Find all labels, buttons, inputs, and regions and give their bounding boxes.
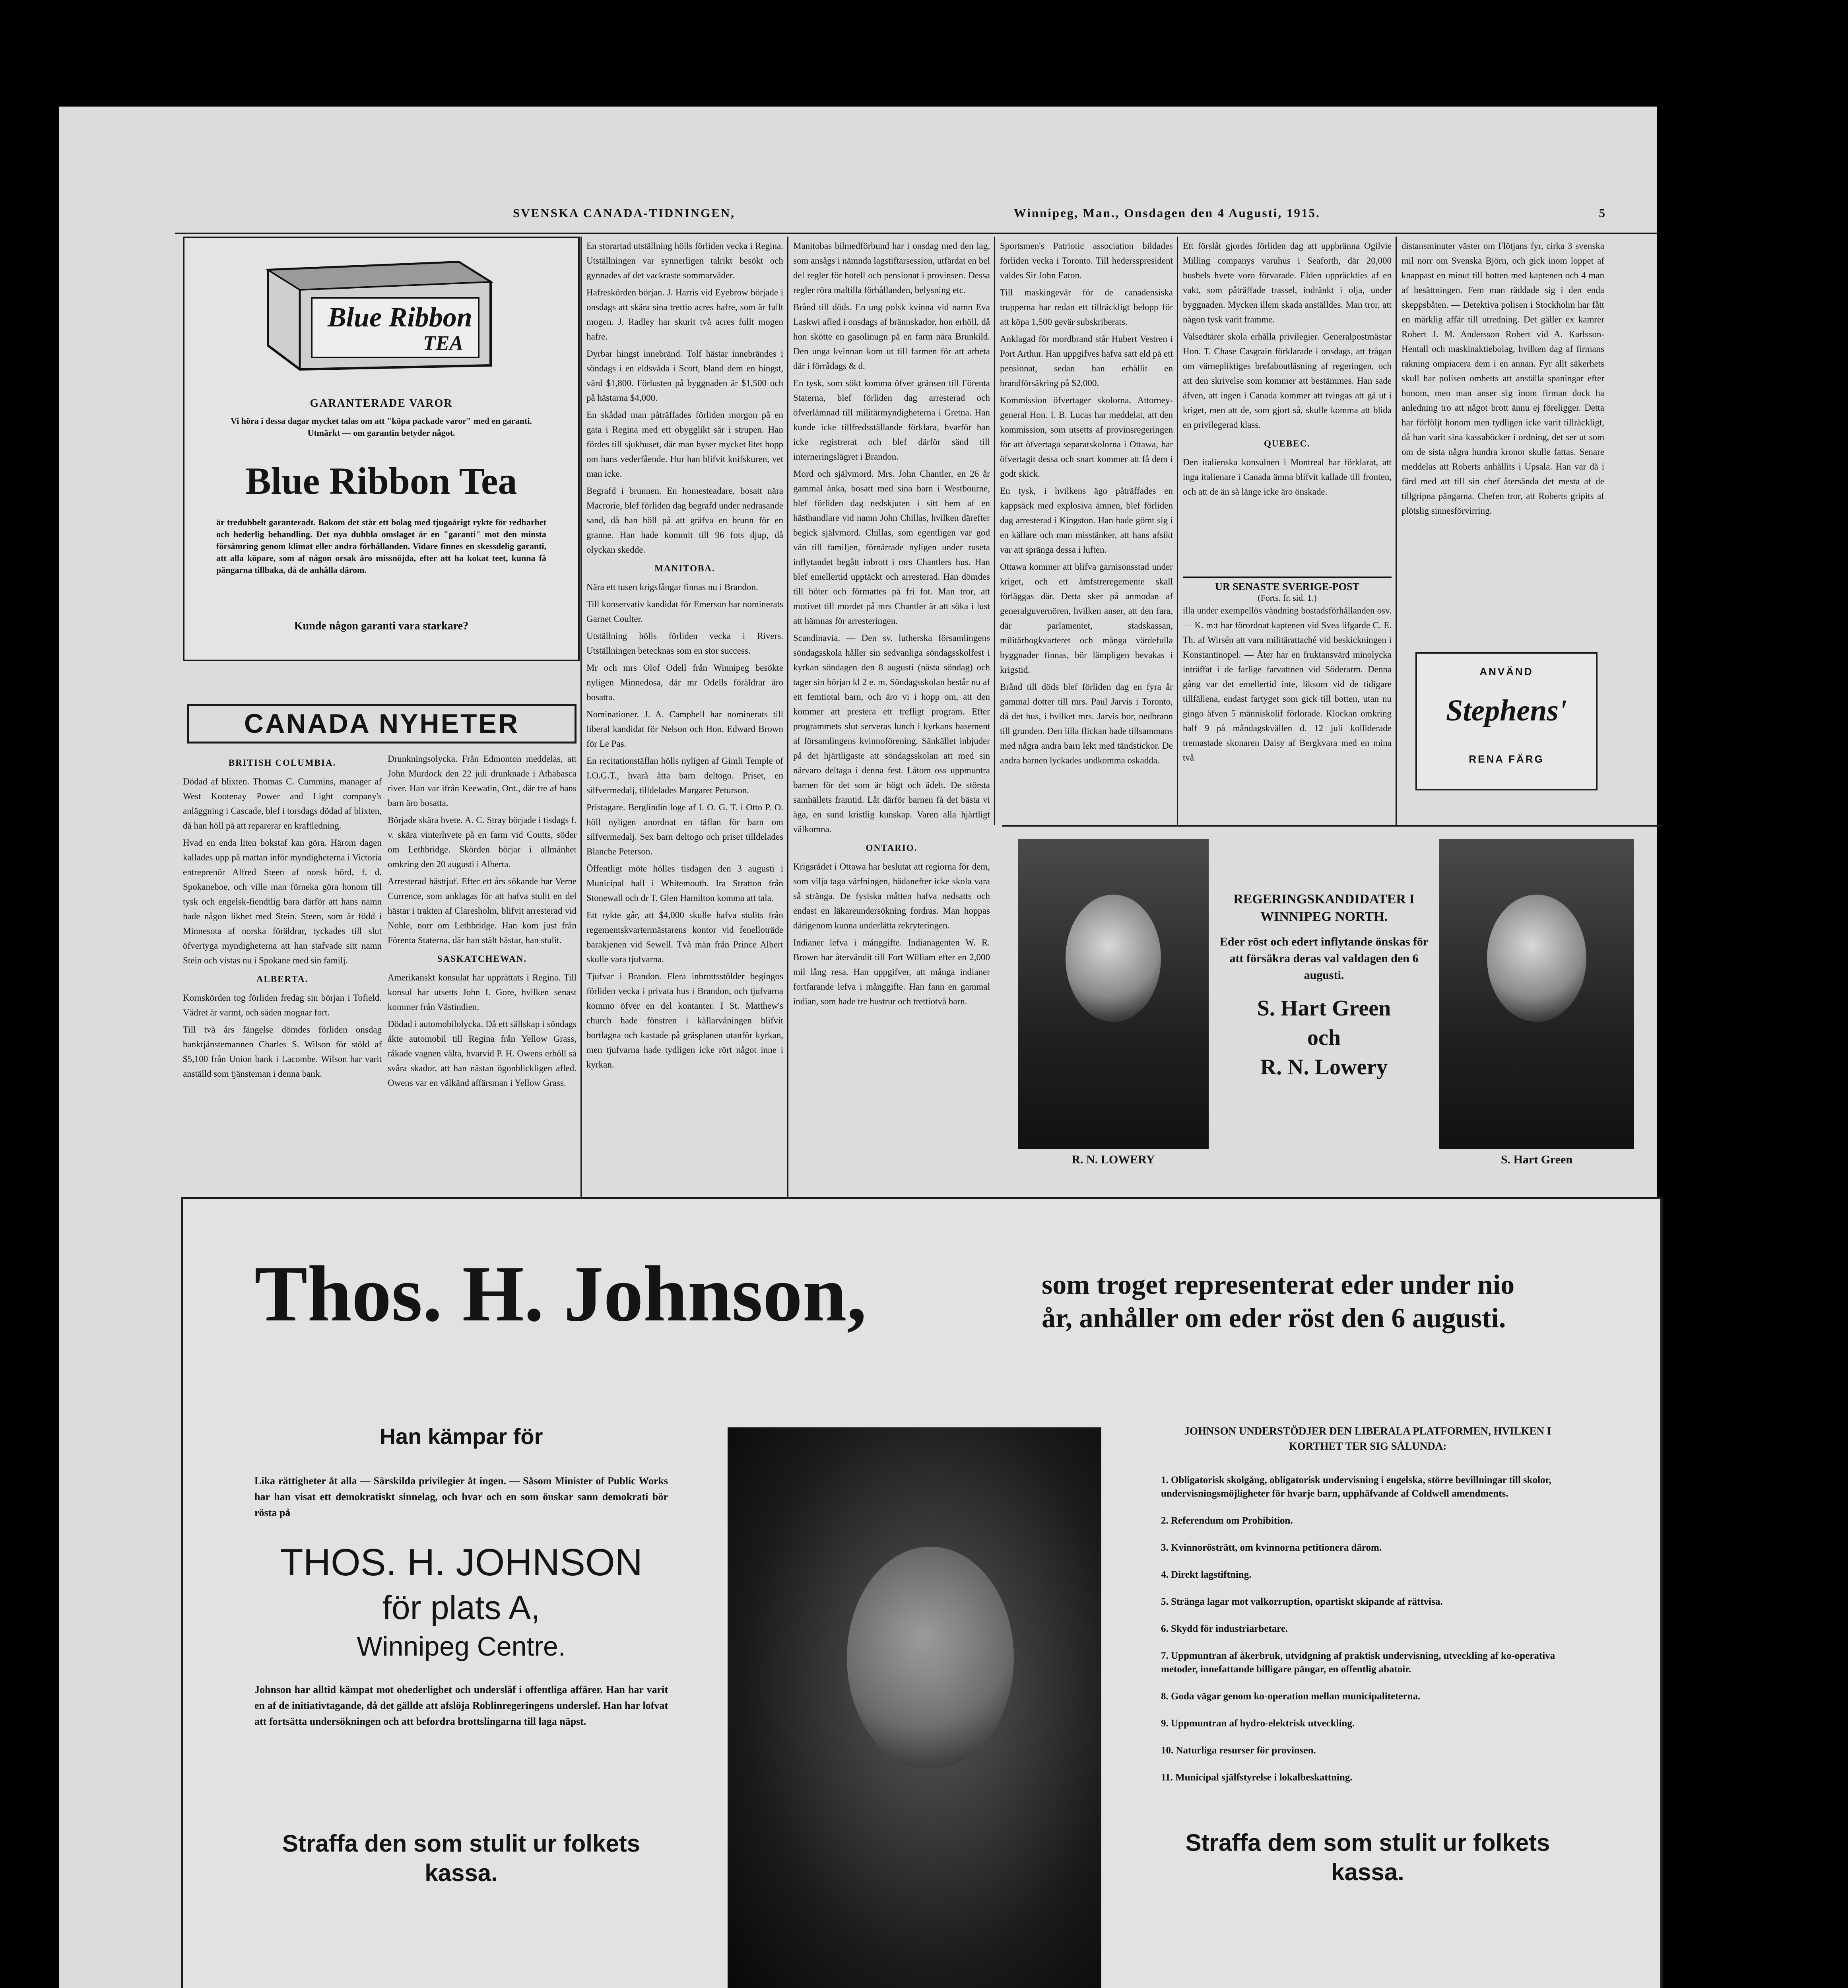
lowery-caption: R. N. LOWERY	[1072, 1153, 1155, 1166]
column-rule	[994, 237, 995, 825]
johnson-headline: Thos. H. Johnson,	[254, 1250, 867, 1338]
news-item: Pristagare. Berglindin loge af I. O. G. T. i Otto P. O. höll nyligen anordnat en täflan för barn om silfvermedalj. Sex barn deltogo och priset tilldelades Blanche Peterson.	[586, 802, 783, 856]
news-item: Drunkningsolycka. Från Edmonton meddelas, att John Murdock den 22 juli drunknade i Athabasca river. Han var ifrån Keewatin, Ont., där tre af hans barn äro bosatta.	[388, 754, 577, 808]
sverige-post-sub: (Forts. fr. sid. 1.)	[1258, 593, 1317, 603]
news-item: Till maskingevär för de canadensiska trupperna har redan ett tillräckligt belopp för att köpa 1,500 gevär subskriberats.	[1000, 287, 1173, 327]
news-item: Brånd till döds blef förliden dag en fyra år gammal dotter till mrs. Paul Jarvis i Toronto, då det hus, i hvilket mrs. Jarvis bor, nedbrann till grunden. Den lilla flickan hade tillsammans med några andra barn lekt med tändstickor. De andra barnen lyckades undkomma oskadda.	[1000, 682, 1173, 765]
news-item: Indianer lefva i månggifte. Indianagenten W. R. Brown har återvändit till Fort William efter en 2,000 mil lång resa. Han uppgifver, att många indianer fortfarande lefva i månggifte. Han fann en gammal indian, som hade tre hustrur och trettiotvå barn.	[793, 938, 990, 1006]
johnson-portrait	[728, 1427, 1101, 1988]
left-body: Johnson har alltid kämpat mot ohederlighet och undersläf i offentliga affärer. Han har varit en af de initiativtagande, då det gällde att afslöja Roblinregeringens underslef. Han har lofvat att fortsätta undersökningen och att befordra brottslingarna till laga näpst.	[254, 1684, 668, 1727]
johnson-left-column	[254, 1423, 668, 1888]
section-subheading: ALBERTA.	[256, 974, 309, 984]
news-item: Krigsrådet i Ottawa har beslutat att regiorna för dem, som vilja taga värfningen, hädanefter icke skola vara så stränga. De fysiska måtten hafva nedsatts och endast en läkareundersökning fordras. Man hoppas därigenom kunna underlätta rekryteringen.	[793, 862, 990, 930]
platform-item: 5. Stränga lagar mot valkorruption, opartiskt skipande af rättvisa.	[1161, 1596, 1443, 1607]
platform-item: 10. Naturliga resurser för provinsen.	[1161, 1745, 1316, 1756]
package-tea: TEA	[423, 332, 464, 355]
platform-item: 8. Goda vägar genom ko-operation mellan municipaliteterna.	[1161, 1691, 1421, 1702]
news-item: Till konservativ kandidat för Emerson har nominerats Garnet Coulter.	[586, 599, 783, 624]
news-item: Mr och mrs Olof Odell från Winnipeg besökte nyligen Minnedosa, där mr Odells föräldrar äro bosatta.	[586, 663, 783, 702]
stephens-brand: Stephens'	[1446, 694, 1567, 727]
stephens-bottom: RENA FÄRG	[1469, 753, 1544, 765]
right-slogan: Straffa dem som stulit ur folkets kassa.	[1185, 1829, 1550, 1885]
sverige-post-title: UR SENASTE SVERIGE-POST	[1183, 577, 1392, 593]
left-heading: Han kämpar för	[379, 1424, 543, 1449]
section-subheading: BRITISH COLUMBIA.	[228, 758, 336, 768]
ad-product-name: Blue Ribbon Tea	[245, 460, 517, 502]
platform-item: 6. Skydd för industriarbetare.	[1161, 1623, 1288, 1634]
section-subheading: ONTARIO.	[866, 843, 918, 853]
package-brand: Blue Ribbon	[328, 302, 472, 333]
johnson-right-column	[1161, 1423, 1574, 1887]
candidates-heading: REGERINGSKANDIDATER I WINNIPEG NORTH.	[1233, 892, 1415, 924]
canada-nyheter-title: CANADA NYHETER	[187, 704, 577, 744]
tea-package-illustration	[252, 246, 507, 373]
candidates-box	[1217, 891, 1431, 1080]
news-item: Brånd till döds. En ung polsk kvinna vid namn Eva Laskwi afled i onsdags af brännskador, hon erhöll, då hon skötte en gasolinugn på en farm nära Brunkild. Den unga kvinnan kom ut till farmen för att arbeta där i förrådags & d.	[793, 302, 990, 371]
lowery-photo	[1018, 839, 1209, 1149]
page-number: 5	[1599, 206, 1606, 220]
left-name: THOS. H. JOHNSON	[280, 1541, 643, 1584]
ad-heading: GARANTERADE VAROR	[310, 397, 453, 410]
stephens-ad	[1415, 652, 1598, 790]
news-item: En storartad utställning hölls förliden vecka i Regina. Utställningen var synnerligen talrikt besökt och gynnades af det vackraste sommarväder.	[586, 241, 783, 280]
news-item: En tysk, i hvilkens ägo påträffades en kappsäck med explosiva ämnen, blef förliden dag arresterad i Kingston. Han hade gömt sig i en källare och man misstänker, att hans afsikt var att spränga dessa i luften.	[1000, 486, 1173, 555]
column-7-text: distansminuter väster om Flötjans fyr, cirka 3 svenska mil norr om Svenska Björn, och gick inom loppet af knappast en minut till botten med kaptenen och 4 man af besättningen. Fem man räddade sig i den enda skeppsbåten. — Detektiva polisen i Stockholm har fått en märklig affär till utredning. Det gäller ex kamrer Robert J. M. Andersson Robert vid A. Karlsson-Hentall och maskinaktiebolag, hvilken dag af firmans rakning ompiacera dem i en annan. Fyr allt säkerhets skull har polisen ombetts att anställa spaningar efter honom, men man anser sig inom firman dock ha anledning tro att något brott ännu ej föreligger. Detta har förföljt honom men tydligen icke varit tillräckligt, då han varit sina kassaböcker i ordning, det ser ut som om de sista några hundra kronor skulle fattas. Senare meddelas att Roberts anhållits i Upsala. Han var då i färd med att till sin chef återsända det mesta af de tillgripna pängarna. Chefen tror, att Roberts gripits af plötslig sinnesförvirring.	[1402, 241, 1604, 516]
column-rule	[580, 237, 582, 1199]
news-item: Tjufvar i Brandon. Flera inbrottsstölder begingos förliden vecka i privata hus i Brandon, och tjufvarna kommo öfver en del kontanter. I St. Matthew's church hade fönstren i källarvåningen blifvit bortlagna och kastade på gräsplanen utanför kyrkan, men tjufvarna hade tydligen icke rört något inne i kyrkan.	[586, 971, 783, 1070]
candidate-name-1: S. Hart Green	[1257, 996, 1391, 1021]
news-item: Amerikanskt konsulat har upprättats i Regina. Till konsul har utsetts John I. Gore, hvilken senast kommer från Västindien.	[388, 973, 577, 1012]
news-item: Ett rykte går, att $4,000 skulle hafva stulits från regementskvartermästarens kontor vid fenelloträde barakjenen vid Sewell. Två män från Prince Albert skulle vara tjufvarna.	[586, 910, 783, 964]
ad-closing: Kunde någon garanti vara starkare?	[294, 620, 469, 632]
news-item: Scandinavia. — Den sv. lutherska församlingens söndagsskola håller sin sedvanliga söndagsskolfest i kyrkan söndagen den 8 augusti (nästa söndag) och tager sin början kl 2 e. m. Söndagsskolan består nu af ett femtiotal barn, och äro vi i hopp om, att den kommer att prestera ett trefligt program. Efter programmets slut serveras lunch i kyrkans basement af församlingens kvinnoförening. Sänkället inbjuder på det hjärtligaste att söndagsskolan att med sin närvaro deltaga i denna fest. Låtom oss uppmuntra barnen för det som är högt och ädelt. De största samhällets framtid. Låt därför barnen få det bästa vi äga, en sund kristlig kunskap. Varen alla hjärtligt välkomna.	[793, 633, 990, 834]
news-item: Mord och självmord. Mrs. John Chantler, en 26 år gammal änka, bosatt med sina barn i Westbourne, blef förliden dag nedskjuten i sitt hem af en hästhandlare vid namn John Chillas, hvilken därefter begick självmord. Chillas, som egentligen var god vän till familjen, förnärrade nyligen under ruseta inflytandet begått inbrott i mrs Chantlers hus. Han blef emellertid upptäckt och arresterad. Han dömdes till böter och förmattes på fri fot. Man tror, att motivet till mordet på mrs Chantler är att söka i lust att hämnas för arresteringen.	[793, 469, 990, 626]
section-subheading: MANITOBA.	[654, 563, 715, 573]
news-item: Ottawa kommer att blifva garnisonsstad under kriget, och ett ämfstreregemente skall förläggas där. Detta sker på anmodan af generalguvernören, hvilken anser, att den fara, där parlamentet, stadskassan, militärbogkvarteret och många värdefulla byggnader finnas, bör lämpligen bevakas i krigstid.	[1000, 562, 1173, 675]
platform-item: 4. Direkt lagstiftning.	[1161, 1569, 1252, 1580]
news-column-6	[1183, 239, 1392, 584]
platform-item: 9. Uppmuntran af hydro-elektrisk utveckling.	[1161, 1718, 1355, 1729]
johnson-tagline	[1042, 1268, 1514, 1335]
news-item: Nominationer. J. A. Campbell har nominerats till liberal kandidat för Nelson och Hon. Edward Brown för Le Pas.	[586, 709, 783, 749]
news-item: Hvad en enda liten bokstaf kan göra. Härom dagen kallades upp på mattan inför myndigheterna i Victoria entreprenör Alfred Steen af norsk börd, f. d. Spokaneboe, och ville man förneka göra honom till tysk och engelsk-fiendtlig bara därför att hans namn hade någon likhet med Stein. Steen, som är född i Minnesota af norska föräldrar, tyckades till slut öfvertyga myndigheterna att han stafvade sitt namn Stein och vistas nu i Spokane med sin familj.	[183, 838, 382, 965]
blue-ribbon-ad	[183, 237, 580, 661]
news-item: Den italienska konsulnen i Montreal har förklarat, att inga italienare i Canada ämna blifvit kallade till fronten, och att de än så länge icke äro önskade.	[1183, 457, 1392, 497]
news-item: Nära ett tusen krigsfångar finnas nu i Brandon.	[586, 582, 758, 592]
green-caption: S. Hart Green	[1501, 1153, 1573, 1166]
canada-nyheter-col2	[388, 751, 577, 1197]
news-item: Kornskörden tog förliden fredag sin början i Tofield. Vädret är varmt, och säden mognar fort.	[183, 993, 382, 1017]
green-photo	[1439, 839, 1634, 1149]
news-item: Kommission öfvertager skolorna. Attorney-general Hon. I. B. Lucas har meddelat, att den kommission, som utsetts af provinsregeringen för att öfvertaga separatskolorna i Ottawa, har öfvertagit dessa och snart kommer att få dem i godt skick.	[1000, 395, 1173, 479]
section-subheading: QUEBEC.	[1264, 439, 1310, 448]
section-rule	[1002, 825, 1662, 827]
platform-item: 7. Uppmuntran af åkerbruk, utvidgning af praktisk undervisning, utveckling af ko-operativa metoder, innefattande billigare pängar, en offentlig abatoir.	[1161, 1650, 1555, 1675]
news-item: Dödad i automobilolycka. Då ett sällskap i söndags åkte automobil till Regina från Yellow Grass, råkade vagnen välta, hvarvid P. H. Owens erhöll så svåra skador, att han nästan ögonblickligen afled. Owens var en välkänd affärsman i Yellow Grass.	[388, 1019, 577, 1088]
paper-name: SVENSKA CANADA-TIDNINGEN,	[513, 206, 736, 220]
news-item: Valsedtärer skola erhålla privilegier. Generalpostmästar Hon. T. Chase Casgrain förklarade i onsdags, att frågan om värnepliktiges brefaboutläsning af regeringen, och att den skrivelse som kommer att bestämmes. Han sade äfven, att ingen i Canada kommer att tvingas att gå ut i kriget, men att de, som gjort så, skulle komma att blida en privilegerad klass.	[1183, 332, 1392, 430]
candidate-name-2: R. N. Lowery	[1260, 1055, 1388, 1079]
news-item: Till två års fängelse dömdes förliden onsdag banktjänstemannen Charles S. Wilson för stöld af $5,100 från Union bank i Lacombe. Wilson har varit anställd som tjänsteman i denna bank.	[183, 1025, 382, 1079]
news-item: Manitobas bilmedförbund har i onsdag med den lag, som ansågs i nämnda lagstiftarsession, utfärdat en bel del regler för hotell och pensionat i provinsen. Dessa regler röra maltilla förhållanden, belysning etc.	[793, 241, 990, 295]
ad-body: är tredubbelt garanteradt. Bakom det står ett bolag med tjugoårigt rykte för redbarhet och hederlig behandling. Det nya dubbla omslaget är en "garanti" mot den minsta försämring genom klimat eller andra förhållanden. Vidare finnes en skessdelig garanti, att alla köpare, som af någon orsak äro missnöjda, efter att ha kokat teet, kunna få pängarna tillbaka, då de anhålla därom.	[216, 517, 546, 575]
news-item: En tysk, som sökt komma öfver gränsen till Förenta Staterna, blef förliden dag arresterad och öfverlämnad till militärmyndigheterna i Gretna. Han kunde icke tillfredsställande förklara, hvarför han icke registrerat och blef därför sänd till interneringslägret i Brandon.	[793, 378, 990, 462]
news-item: Anklagad för mordbrand står Hubert Vestren i Port Arthur. Han uppgifves hafva satt eld på ett pensionat, sedan han erhållit en brandförsäkring på $2,000.	[1000, 334, 1173, 388]
column-rule	[1396, 237, 1397, 825]
stephens-top: ANVÄND	[1479, 666, 1534, 678]
news-item: Öffentligt möte hölles tisdagen den 3 augusti i Municipal hall i Whitemouth. Ira Stratton från Stonewall och dr T. Glen Hamilton komma att tala.	[586, 864, 783, 903]
news-item: Hafreskörden början. J. Harris vid Eyebrow började i onsdags att skära sina trettio acres hafre, som är fullt mogen. J. Radley har skurit två acres fullt mogen hafre.	[586, 287, 783, 342]
left-intro: Lika rättigheter åt alla — Särskilda privilegier åt ingen. — Såsom Minister of Public Works har han visat ett demokratiskt sinnelag, och hvar och en som önskar sann demokrati bör rösta på	[254, 1475, 668, 1518]
ad-intro: Vi höra i dessa dagar mycket talas om att "köpa packade varor" med en garanti. Utmärkt — om garantin betyder något.	[231, 416, 532, 438]
platform-item: 11. Municipal själfstyrelse i lokalbeskattning.	[1161, 1772, 1353, 1783]
platform-heading: JOHNSON UNDERSTÖDJER DEN LIBERALA PLATFORMEN, HVILKEN I KORTHET TER SIG SÅLUNDA:	[1184, 1425, 1551, 1452]
platform-item: 1. Obligatorisk skolgång, obligatorisk undervisning i engelska, större bevillningar till skolor, undervisningsmöjligheter för hvarje barn, upphäfvande af Coldwell amendments.	[1161, 1475, 1551, 1499]
column-rule	[1177, 237, 1178, 825]
platform-item: 2. Referendum om Prohibition.	[1161, 1515, 1293, 1526]
column-rule	[787, 237, 788, 1199]
candidates-body: Eder röst och edert inflytande önskas för att försäkra deras val valdagen den 6 augusti.	[1219, 935, 1429, 982]
tagline-line-2: år, anhåller om eder röst den 6 augusti.	[1042, 1303, 1506, 1334]
candidates-and: och	[1307, 1025, 1341, 1050]
news-item: Sportsmen's Patriotic association bildades förliden vecka i Toronto. Till hedersspresident valdes Sir John Eaton.	[1000, 241, 1173, 280]
news-item: En skådad man påträffades förliden morgon på en gata i Regina med ett obygglikt sår i strupen. Han fördes till sjukhuset, där man hyser mycket litet hopp om hans vederfående. Hur han blifvit knifskuren, vet man icke.	[586, 410, 783, 479]
left-centre: Winnipeg Centre.	[357, 1631, 566, 1662]
news-item: Arresterad hästtjuf. Efter ett års sökande har Verne Currence, som anklagas för att hafva stulit en del hästar i trakten af Claresholm, blifvit arresterad vid Noble, norr om Lethbridge. Han kom just från Förenta Staterna, där han stält hästar, han stulit.	[388, 876, 577, 945]
section-subheading: SASKATCHEWAN.	[437, 954, 527, 964]
header-rule	[175, 233, 1658, 234]
dateline: Winnipeg, Man., Onsdagen den 4 Augusti, 1915.	[1013, 206, 1320, 220]
news-item: Började skära hvete. A. C. Stray började i tisdags f. v. skära vinterhvete på en farm vid Coutts, söder om Lethbridge. Skörden börjar i allmänhet omkring den 20 augusti i Alberta.	[388, 815, 577, 869]
sverige-post	[1183, 577, 1392, 814]
news-item: Ett förslåt gjordes förliden dag att uppbränna Ogilvie Milling companys varuhus i Seaforth, där 20,000 bushels hvete voro förvarade. Elden uppräckties af en vakt, som påträffade trassel, indränkt i olja, under byggnaden. Mycken illem skada anställdes. Man tror, att någon tysk varit framme.	[1183, 241, 1392, 324]
left-plats: för plats A,	[382, 1589, 540, 1626]
running-header	[513, 206, 1606, 230]
platform-item: 3. Kvinnorösträtt, om kvinnorna petitionera därom.	[1161, 1542, 1382, 1553]
news-item: Begrafd i brunnen. En homesteadare, bosatt nära Macrorie, blef förliden dag begrafd under nedrasande sand, då han höll på att gräfva en brunn för en granne. Han hade kommit till 96 fots djup, då olyckan skedde.	[586, 486, 783, 555]
platform-list	[1161, 1474, 1574, 1784]
news-column-3	[586, 239, 783, 1197]
news-item: Utställning hölls förliden vecka i Rivers. Utställningen betecknas som en stor success.	[586, 631, 783, 656]
tagline-line-1: som troget representerat eder under nio	[1042, 1270, 1515, 1300]
news-column-7	[1402, 239, 1604, 628]
news-column-5	[1000, 239, 1173, 823]
news-item: Dödad af blixten. Thomas C. Cummins, manager af West Kootenay Power and Light company's anläggning i Cascade, blef i torsdags dödad af blixten, då han höll på att reparerar en kraftledning.	[183, 777, 382, 831]
news-column-4	[793, 239, 990, 1197]
left-slogan: Straffa den som stulit ur folkets kassa.	[282, 1830, 641, 1886]
news-item: Dyrbar hingst innebränd. Tolf hästar innebrändes i söndags i en eldsvåda i Scott, bland dem en hingst, värd $1,800. Förlusten på byggnaden är $1,500 och på hästarna $4,000.	[586, 349, 783, 403]
canada-nyheter-col1	[183, 751, 382, 1197]
news-item: En recitationstäflan hölls nyligen af Gimli Temple of I.O.G.T., hvarå åtta barn deltogo. Priset, en silfvermedalj, tilldelades Margaret Peturson.	[586, 756, 783, 795]
sverige-post-text: illa under exempellös vändning bostadsförhållanden osv. — K. m:t har förordnat kaptenen vid Svea lifgarde C. E. Th. af Wirsén att vara militärattaché vid beskickningen i Konstantinopel. — Åter har en fruktansvärd minolycka inträffat i de farlige farvattnen vid Söderarm. Denna gång var det emellertid inte, liksom vid de tidigare tillfällena, endast fartyget som gick till botten, utan nu gingo äfven 5 människolif förlorade. Klockan omkring half 9 på måndagskvällen d. 12 juli kolliderade tremastade skonaren Daisy af Bergkvara med en mina två	[1183, 606, 1392, 763]
